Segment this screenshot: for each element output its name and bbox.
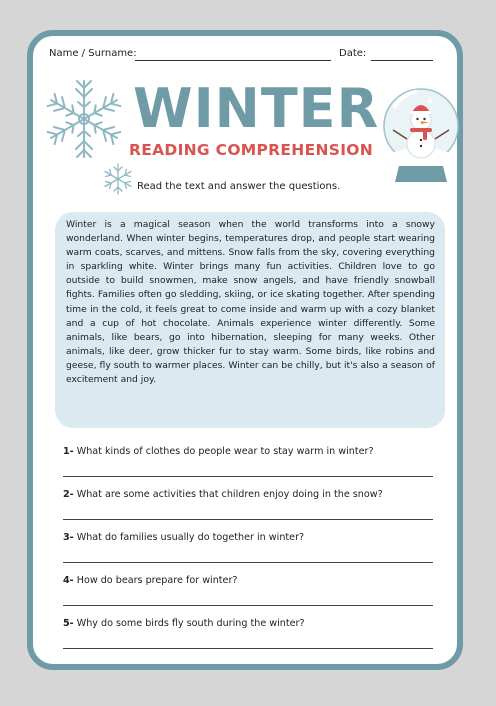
question-item [63,618,433,661]
question-item [63,446,433,489]
question-number: 4- [63,575,74,586]
question-text: What kinds of clothes do people wear to stay warm in winter? [76,446,374,457]
answer-line[interactable] [63,562,433,563]
instruction-text: Read the text and answer the questions. [137,181,341,192]
answer-line[interactable] [63,648,433,649]
date-label: Date: [339,48,367,59]
worksheet-title: WINTER [133,77,380,140]
question-number: 3- [63,532,74,543]
name-label: Name / Surname: [49,48,137,59]
snowman-snowglobe-icon [381,84,459,188]
answer-line[interactable] [63,605,433,606]
snowflake-small-icon [101,162,135,196]
answer-line[interactable] [63,476,433,477]
question-item [63,575,433,618]
question-text: What do families usually do together in winter? [76,532,305,543]
snowflake-icon [41,76,127,162]
date-input-line[interactable] [371,60,433,61]
name-input-line[interactable] [135,60,331,61]
reading-passage: Winter is a magical season when the world transforms into a snowy wonderland. When winter begins, temperatures drop, and people start wearing warm coats, scarves, and mittens. Snow falls from the sky, covering everything in sparkling white. Winter brings many fun activities. Children love to go outside to build snowmen, make snow angels, and have friendly snowball fights. Families often go sledding, skiing, or ice skating together. After spending time in the cold, it feels great to come inside and warm up with a cozy blanket and a cup of hot chocolate. Animals experience winter differently. Some animals, like bears, go into hibernation, sleeping for many weeks. Other animals, like deer, grow thicker fur to stay warm. Some birds, like robins and geese, fly south to warmer places. Winter can be chilly, but it's also a season of excitement and joy. [55,212,445,428]
worksheet-page [27,30,463,670]
question-list [63,446,433,661]
question-item [63,489,433,532]
question-number: 1- [63,446,74,457]
question-text: Why do some birds fly south during the winter? [76,618,305,629]
answer-line[interactable] [63,519,433,520]
question-number: 2- [63,489,74,500]
question-text: What are some activities that children enjoy doing in the snow? [76,489,383,500]
question-text: How do bears prepare for winter? [76,575,238,586]
question-number: 5- [63,618,74,629]
question-item [63,532,433,575]
worksheet-subtitle: READING COMPREHENSION [129,141,374,159]
